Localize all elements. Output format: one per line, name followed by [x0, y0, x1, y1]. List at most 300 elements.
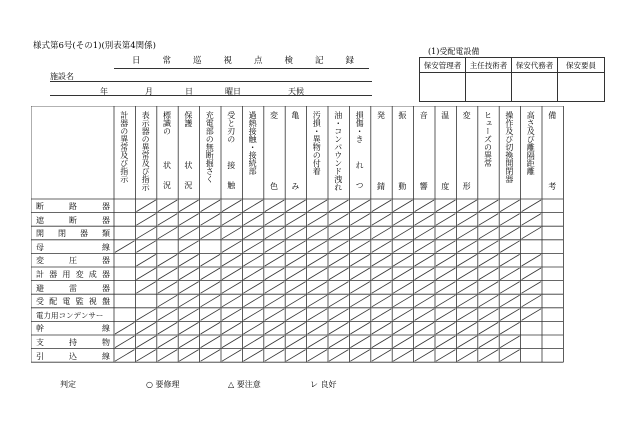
row-label — [36, 323, 110, 334]
na-slash — [479, 254, 498, 266]
na-slash — [415, 214, 434, 226]
na-slash — [522, 214, 541, 226]
column-header-lower: 接触 — [226, 161, 236, 201]
na-slash — [372, 268, 391, 280]
na-slash — [415, 268, 434, 280]
form-code: 様式第6号(その1)(別表第4関係) — [33, 41, 156, 51]
na-slash — [265, 350, 284, 362]
column-header-lower: 考 — [547, 182, 557, 190]
na-slash — [500, 254, 519, 266]
na-slash — [179, 295, 198, 307]
row-label — [36, 269, 110, 280]
na-slash — [436, 309, 455, 321]
na-slash — [243, 309, 262, 321]
na-slash — [222, 241, 241, 253]
na-slash — [479, 241, 498, 253]
year-label: 年 — [100, 87, 108, 96]
na-slash — [436, 282, 455, 294]
column-header: 過熱接触・接続部 — [248, 111, 258, 175]
row-label-char: 器 — [102, 215, 110, 225]
na-slash — [115, 322, 134, 334]
na-slash — [308, 295, 327, 307]
na-slash — [393, 309, 412, 321]
row-label-char: 計 — [36, 270, 44, 279]
column-header-lower: 状況 — [162, 161, 172, 201]
row-label-char: 避 — [36, 283, 44, 293]
na-slash — [457, 268, 476, 280]
na-slash — [522, 200, 541, 212]
row-label-char: 器 — [80, 229, 88, 239]
na-slash — [393, 282, 412, 294]
na-slash — [372, 350, 391, 362]
row-label-char: 路 — [69, 202, 77, 211]
na-slash — [179, 350, 198, 362]
na-slash — [243, 254, 262, 266]
column-header: 変 — [462, 111, 472, 119]
na-slash — [308, 282, 327, 294]
na-slash — [350, 336, 369, 348]
row-label-char: 盤 — [101, 297, 110, 307]
na-slash — [222, 350, 241, 362]
na-slash — [286, 295, 305, 307]
na-slash — [179, 268, 198, 280]
row-label-char: 変 — [36, 256, 44, 266]
row-label-char: 成 — [88, 270, 97, 279]
na-slash — [222, 200, 241, 212]
seal-cell[interactable] — [466, 73, 512, 102]
column-header: 備 — [547, 111, 557, 119]
na-slash — [350, 254, 369, 266]
na-slash — [436, 241, 455, 253]
row-label-char: 圧 — [69, 256, 77, 266]
na-slash — [179, 227, 198, 239]
section-label: (1)受配電設備 — [428, 47, 480, 56]
na-slash — [136, 268, 155, 280]
na-slash — [308, 322, 327, 334]
na-slash — [329, 282, 348, 294]
row-label-char: 遮 — [36, 215, 44, 225]
na-slash — [201, 309, 220, 321]
na-slash — [201, 214, 220, 226]
row-label-char: 監 — [75, 297, 84, 307]
row-label-char: 断 — [36, 202, 44, 211]
na-slash — [372, 227, 391, 239]
row-label-char: 母 — [36, 242, 44, 252]
na-slash — [308, 336, 327, 348]
column-header: 汚損・異物の付着 — [312, 111, 322, 175]
na-slash — [308, 241, 327, 253]
na-slash — [500, 350, 519, 362]
column-header-lower: 状況 — [183, 161, 193, 201]
na-slash — [158, 214, 177, 226]
na-slash — [158, 282, 177, 294]
row-label-char: 電 — [62, 297, 71, 307]
na-slash — [415, 227, 434, 239]
row-label-char: 支 — [36, 338, 44, 347]
column-header-lower: 響 — [419, 182, 429, 190]
na-slash — [415, 336, 434, 348]
row-label-char: 器 — [102, 202, 110, 211]
na-slash — [415, 241, 434, 253]
na-slash — [308, 350, 327, 362]
na-slash — [286, 254, 305, 266]
na-slash — [436, 336, 455, 348]
na-slash — [329, 295, 348, 307]
column-header: 発 — [376, 111, 386, 119]
na-slash — [265, 282, 284, 294]
na-slash — [308, 268, 327, 280]
na-slash — [115, 241, 134, 253]
na-slash — [286, 309, 305, 321]
column-header-lower: み — [290, 182, 300, 190]
na-slash — [436, 322, 455, 334]
na-slash — [393, 268, 412, 280]
na-slash — [500, 200, 519, 212]
na-slash — [222, 282, 241, 294]
na-slash — [179, 241, 198, 253]
row-label-char: 線 — [102, 242, 110, 252]
na-slash — [436, 200, 455, 212]
na-slash — [415, 295, 434, 307]
na-slash — [222, 336, 241, 348]
na-slash — [479, 295, 498, 307]
row-label-char: 変 — [75, 270, 84, 279]
na-slash — [222, 214, 241, 226]
row-label-char: 器 — [102, 283, 110, 293]
row-label — [36, 255, 110, 266]
na-slash — [522, 295, 541, 307]
na-slash — [243, 282, 262, 294]
row-label-char: 器 — [102, 256, 110, 266]
na-slash — [457, 295, 476, 307]
month-label: 月 — [145, 87, 153, 96]
weather-label: 天候 — [288, 87, 304, 96]
date-field[interactable] — [50, 95, 372, 96]
na-slash — [350, 200, 369, 212]
row-label — [36, 351, 110, 362]
row-label-char: 類 — [102, 229, 110, 239]
na-slash — [393, 350, 412, 362]
na-slash — [136, 214, 155, 226]
na-slash — [457, 309, 476, 321]
na-slash — [415, 322, 434, 334]
na-slash — [222, 227, 241, 239]
na-slash — [201, 282, 220, 294]
na-slash — [479, 322, 498, 334]
row-label-char: 器 — [101, 270, 110, 279]
judge-label: 判定 — [60, 380, 76, 389]
na-slash — [158, 350, 177, 362]
column-header: 計器の異常及び指示 — [119, 111, 129, 183]
na-slash — [136, 227, 155, 239]
na-slash — [286, 200, 305, 212]
na-slash — [372, 282, 391, 294]
row-label-char: 物 — [102, 338, 110, 347]
na-slash — [393, 227, 412, 239]
na-slash — [372, 309, 391, 321]
na-slash — [479, 282, 498, 294]
na-slash — [158, 322, 177, 334]
row-label-char: 線 — [102, 351, 110, 361]
row-label — [36, 296, 110, 307]
row-label-char: 持 — [69, 338, 77, 347]
na-slash — [500, 309, 519, 321]
na-slash — [329, 268, 348, 280]
na-slash — [136, 336, 155, 348]
na-slash — [243, 214, 262, 226]
na-slash — [457, 322, 476, 334]
column-header: 標識の — [162, 111, 172, 135]
na-slash — [265, 336, 284, 348]
na-slash — [350, 295, 369, 307]
na-slash — [243, 295, 262, 307]
na-slash — [158, 336, 177, 348]
na-slash — [243, 350, 262, 362]
na-slash — [329, 322, 348, 334]
column-header: 亀 — [290, 111, 300, 119]
row-label — [36, 242, 110, 253]
na-slash — [372, 336, 391, 348]
na-slash — [308, 214, 327, 226]
day-label: 日 — [185, 87, 193, 96]
na-slash — [222, 309, 241, 321]
na-slash — [372, 322, 391, 334]
na-slash — [393, 214, 412, 226]
seal-cell[interactable] — [512, 73, 558, 102]
na-slash — [393, 241, 412, 253]
na-slash — [158, 295, 177, 307]
na-slash — [393, 322, 412, 334]
na-slash — [308, 254, 327, 266]
na-slash — [500, 214, 519, 226]
na-slash — [436, 214, 455, 226]
na-slash — [415, 200, 434, 212]
na-slash — [457, 350, 476, 362]
na-slash — [201, 295, 220, 307]
na-slash — [522, 254, 541, 266]
facility-label: 施設名 — [50, 72, 74, 81]
na-slash — [522, 282, 541, 294]
na-slash — [179, 336, 198, 348]
staff-header: 保安管理者 — [420, 58, 466, 73]
na-slash — [286, 241, 305, 253]
column-header-lower: 動 — [397, 182, 407, 190]
na-slash — [158, 309, 177, 321]
na-slash — [350, 227, 369, 239]
na-slash — [265, 322, 284, 334]
na-slash — [136, 350, 155, 362]
column-header-lower: れつ — [355, 161, 365, 201]
na-slash — [350, 309, 369, 321]
weekday-label: 曜日 — [225, 87, 241, 96]
na-slash — [329, 227, 348, 239]
na-slash — [329, 254, 348, 266]
row-label — [36, 215, 110, 226]
row-label — [36, 337, 110, 348]
na-slash — [115, 336, 134, 348]
na-slash — [158, 268, 177, 280]
row-label-char: 引 — [36, 351, 44, 361]
na-slash — [265, 268, 284, 280]
na-slash — [243, 322, 262, 334]
na-slash — [479, 214, 498, 226]
na-slash — [522, 227, 541, 239]
na-slash — [457, 200, 476, 212]
na-slash — [479, 309, 498, 321]
row-label-char: 用 — [62, 270, 71, 279]
column-header-lower: 色 — [269, 182, 279, 190]
na-slash — [158, 227, 177, 239]
na-slash — [136, 282, 155, 294]
na-slash — [350, 322, 369, 334]
row-label-char: 雷 — [69, 283, 77, 293]
staff-header: 保安代務者 — [512, 58, 558, 73]
column-header: 高さ及び離隔距離 — [526, 111, 536, 175]
na-slash — [201, 200, 220, 212]
na-slash — [372, 254, 391, 266]
na-slash — [457, 214, 476, 226]
row-label: 電力用コンデンサー — [36, 310, 104, 320]
title-underline — [114, 68, 369, 69]
row-label-char: 視 — [88, 297, 97, 307]
na-slash — [243, 268, 262, 280]
na-slash — [350, 268, 369, 280]
na-slash — [500, 241, 519, 253]
na-slash — [201, 268, 220, 280]
na-slash — [201, 227, 220, 239]
na-slash — [201, 336, 220, 348]
seal-cell[interactable] — [420, 73, 466, 102]
row-label-char: 器 — [49, 270, 58, 279]
na-slash — [457, 282, 476, 294]
na-slash — [243, 227, 262, 239]
na-slash — [329, 336, 348, 348]
na-slash — [500, 282, 519, 294]
na-slash — [329, 241, 348, 253]
na-slash — [308, 200, 327, 212]
column-header: 保護 — [183, 111, 193, 127]
row-label-char: 開 — [36, 229, 44, 239]
row-label-char: 線 — [102, 324, 110, 334]
na-slash — [415, 282, 434, 294]
na-slash — [179, 309, 198, 321]
na-slash — [329, 309, 348, 321]
na-slash — [158, 254, 177, 266]
na-slash — [136, 200, 155, 212]
legend-good: レ 良好 — [310, 380, 337, 389]
na-slash — [136, 322, 155, 334]
row-label-char: 幹 — [36, 324, 44, 334]
column-header: ヒューズの異常 — [483, 111, 493, 167]
na-slash — [500, 322, 519, 334]
na-slash — [308, 309, 327, 321]
na-slash — [500, 336, 519, 348]
na-slash — [286, 268, 305, 280]
legend-caution: △ 要注意 — [228, 380, 261, 389]
na-slash — [158, 200, 177, 212]
row-label-char: 配 — [49, 297, 58, 307]
facility-field[interactable] — [50, 81, 372, 82]
na-slash — [329, 350, 348, 362]
na-slash — [393, 254, 412, 266]
na-slash — [265, 214, 284, 226]
na-slash — [243, 336, 262, 348]
na-slash — [265, 295, 284, 307]
column-header: 油・コンパウンド洩れ — [333, 111, 343, 191]
na-slash — [115, 350, 134, 362]
column-header: 受と刃の — [226, 111, 236, 143]
column-header-lower: 度 — [440, 182, 450, 190]
na-slash — [329, 214, 348, 226]
row-label — [36, 228, 110, 239]
na-slash — [265, 241, 284, 253]
na-slash — [372, 214, 391, 226]
na-slash — [479, 350, 498, 362]
na-slash — [457, 254, 476, 266]
column-header: 操作及び切換開閉器 — [504, 111, 514, 183]
na-slash — [265, 254, 284, 266]
na-slash — [286, 282, 305, 294]
na-slash — [286, 214, 305, 226]
na-slash — [286, 350, 305, 362]
staff-header: 主任技術者 — [466, 58, 512, 73]
na-slash — [179, 282, 198, 294]
na-slash — [500, 268, 519, 280]
na-slash — [201, 254, 220, 266]
column-header-lower: 形 — [462, 182, 472, 190]
na-slash — [286, 322, 305, 334]
na-slash — [265, 227, 284, 239]
na-slash — [436, 350, 455, 362]
na-slash — [286, 336, 305, 348]
na-slash — [436, 227, 455, 239]
na-slash — [372, 295, 391, 307]
na-slash — [179, 214, 198, 226]
na-slash — [500, 227, 519, 239]
na-slash — [436, 254, 455, 266]
row-label — [36, 283, 110, 294]
column-header: 変 — [269, 111, 279, 119]
staff-header: 保安要員 — [558, 58, 605, 73]
na-slash — [479, 227, 498, 239]
na-slash — [350, 241, 369, 253]
row-label-char: 断 — [69, 215, 77, 225]
column-header: 損傷・き — [355, 111, 365, 143]
staff-seal-table — [419, 57, 605, 102]
na-slash — [243, 241, 262, 253]
document-title: 日常巡視点検記録 — [132, 56, 377, 66]
seal-cell[interactable] — [558, 73, 605, 102]
na-slash — [179, 254, 198, 266]
na-slash — [393, 200, 412, 212]
na-slash — [350, 350, 369, 362]
na-slash — [136, 309, 155, 321]
na-slash — [222, 322, 241, 334]
na-slash — [415, 309, 434, 321]
legend-repair: ○ 要修理 — [146, 380, 180, 389]
column-header: 温 — [440, 111, 450, 119]
na-slash — [201, 322, 220, 334]
na-slash — [393, 295, 412, 307]
row-label — [36, 201, 110, 212]
na-slash — [179, 322, 198, 334]
na-slash — [522, 268, 541, 280]
na-slash — [457, 227, 476, 239]
na-slash — [415, 254, 434, 266]
column-header: 充電部の無断掘さく — [205, 111, 215, 183]
na-slash — [243, 200, 262, 212]
na-slash — [350, 214, 369, 226]
